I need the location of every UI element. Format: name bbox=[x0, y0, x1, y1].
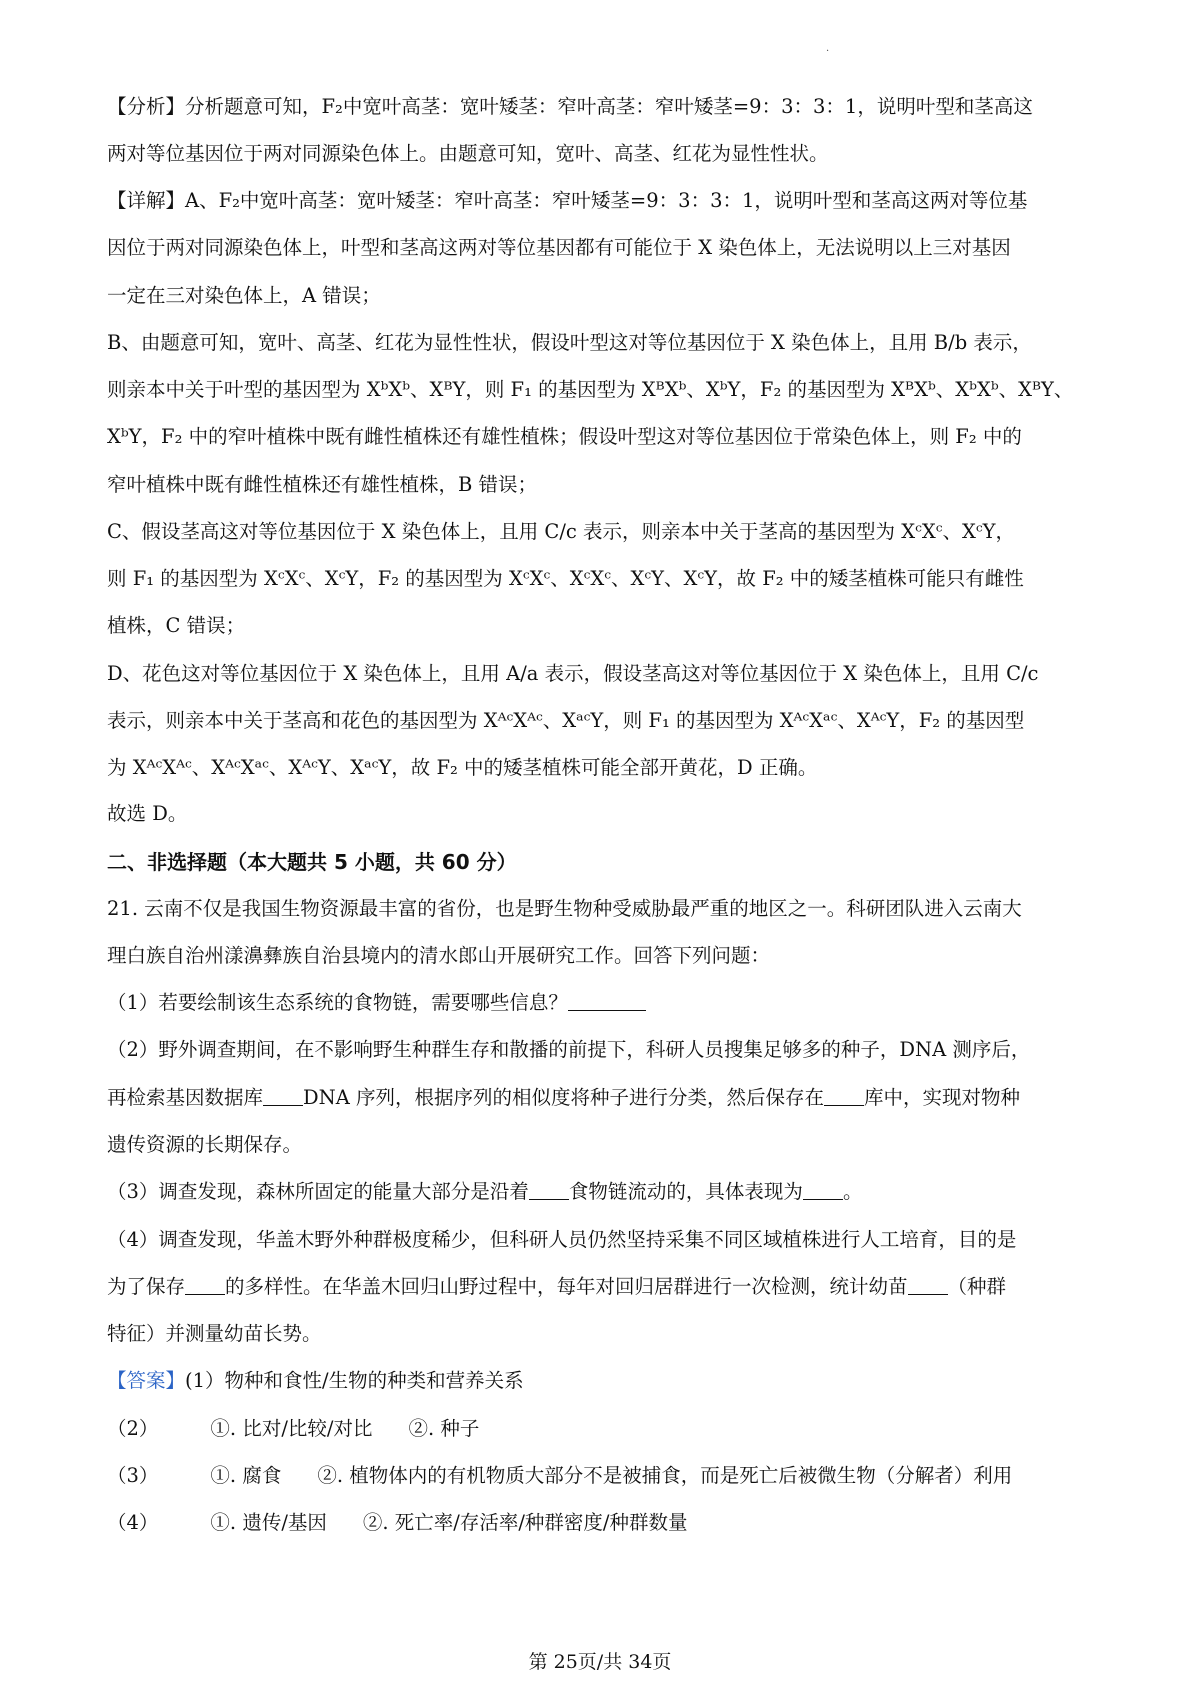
q21-part-2-text-c: 库中，实现对物种 bbox=[864, 1086, 1021, 1109]
q21-stem-line-2: 理白族自治州漾濞彝族自治县境内的清水郎山开展研究工作。回答下列问题： bbox=[107, 944, 771, 967]
detail-b-line-4: 窄叶植株中既有雌性植株还有雄性植株，B 错误； bbox=[107, 473, 538, 496]
detail-d-line-1: D、花色这对等位基因位于 X 染色体上，且用 A/a 表示，假设茎高这对等位基因位于 X 染色体上，且用 C/c bbox=[107, 662, 1039, 685]
q21-stem-line-1: 21. 云南不仅是我国生物资源最丰富的省份，也是野生物种受威胁最严重的地区之一。科研团队进入云南大 bbox=[107, 897, 1022, 920]
answer-3-number: （3） bbox=[107, 1464, 159, 1487]
q21-part-4-text-a: 为了保存 bbox=[107, 1275, 186, 1298]
detail-a-line-3: 一定在三对染色体上，A 错误； bbox=[107, 284, 381, 307]
answer-blank bbox=[568, 990, 646, 1011]
page-footer: 第 25页/共 34页 bbox=[528, 1651, 672, 1673]
answer-4-part-1: ①. 遗传/基因 bbox=[210, 1511, 327, 1534]
answer-3-part-2: ②. 植物体内的有机物质大部分不是被捕食，而是死亡后被微生物（分解者）利用 bbox=[317, 1464, 1013, 1487]
section-heading: 二、非选择题（本大题共 5 小题，共 60 分） bbox=[107, 850, 517, 874]
q21-part-3-text-a: （3）调查发现，森林所固定的能量大部分是沿着 bbox=[107, 1180, 529, 1203]
answer-blank bbox=[908, 1274, 948, 1295]
answer-line-1 bbox=[107, 1366, 1107, 1396]
answer-blank bbox=[803, 1179, 843, 1200]
answer-blank bbox=[185, 1274, 225, 1295]
answer-line-4 bbox=[107, 1508, 1107, 1538]
detail-a-line-2: 因位于两对同源染色体上，叶型和茎高这两对等位基因都有可能位于 X 染色体上，无法说明以上三对基因 bbox=[107, 236, 1011, 259]
detail-b-line-3: XᵇY，F₂ 中的窄叶植株中既有雌性植株还有雄性植株；假设叶型这对等位基因位于常染色体上，则 F₂ 中的 bbox=[107, 425, 1022, 448]
detail-b-line-2: 则亲本中关于叶型的基因型为 XᵇXᵇ、XᴮY，则 F₁ 的基因型为 XᴮXᵇ、XᵇY，F₂ 的基因型为 XᴮXᵇ、XᵇXᵇ、XᴮY、 bbox=[107, 378, 1074, 401]
q21-part-3-text-b: 食物链流动的，具体表现为 bbox=[568, 1180, 803, 1203]
answer-4-part-2: ②. 死亡率/存活率/种群密度/种群数量 bbox=[362, 1511, 688, 1534]
answer-blank bbox=[529, 1179, 569, 1200]
answer-1: (1）物种和食性/生物的种类和营养关系 bbox=[185, 1369, 524, 1392]
analysis-line-1: 【分析】分析题意可知，F₂中宽叶高茎：宽叶矮茎：窄叶高茎：窄叶矮茎=9：3：3：1，说明叶型和茎高这 bbox=[107, 95, 1033, 118]
answer-line-3 bbox=[107, 1461, 1107, 1491]
corner-mark: · bbox=[826, 46, 830, 57]
q21-part-1 bbox=[107, 988, 1107, 1018]
detail-c-line-2: 则 F₁ 的基因型为 XᶜXᶜ、XᶜY，F₂ 的基因型为 XᶜXᶜ、XᶜXᶜ、XᶜY、XᶜY，故 F₂ 中的矮茎植株可能只有雌性 bbox=[107, 567, 1024, 590]
q21-part-4-line-2 bbox=[107, 1272, 1107, 1302]
answer-blank bbox=[263, 1085, 303, 1106]
q21-part-3 bbox=[107, 1177, 1107, 1207]
q21-part-2-line-3: 遗传资源的长期保存。 bbox=[107, 1133, 303, 1156]
detail-c-line-3: 植株，C 错误； bbox=[107, 614, 246, 637]
q21-part-3-text-c: 。 bbox=[842, 1180, 863, 1203]
answer-blank bbox=[824, 1085, 864, 1106]
q21-part-1-text: （1）若要绘制该生态系统的食物链，需要哪些信息？ bbox=[107, 991, 568, 1014]
detail-a-line-1: 【详解】A、F₂中宽叶高茎：宽叶矮茎：窄叶高茎：窄叶矮茎=9：3：3：1，说明叶型和茎高这两对等位基 bbox=[107, 189, 1028, 212]
q21-part-4-text-c: （种群 bbox=[947, 1275, 1007, 1298]
answer-2-number: （2） bbox=[107, 1417, 159, 1440]
answer-2-part-1: ①. 比对/比较/对比 bbox=[210, 1417, 373, 1440]
q21-part-2-text-a: 再检索基因数据库 bbox=[107, 1086, 264, 1109]
answer-line-2 bbox=[107, 1414, 1107, 1444]
q21-part-2-line-2 bbox=[107, 1083, 1107, 1113]
detail-b-line-1: B、由题意可知，宽叶、高茎、红花为显性性状，假设叶型这对等位基因位于 X 染色体上，且用 B/b 表示， bbox=[107, 331, 1032, 354]
detail-conclusion: 故选 D。 bbox=[107, 802, 188, 825]
q21-part-2-text-b: DNA 序列，根据序列的相似度将种子进行分类，然后保存在 bbox=[303, 1086, 824, 1109]
q21-part-4-line-1: （4）调查发现，华盖木野外种群极度稀少，但科研人员仍然坚持采集不同区域植株进行人工培育，目的是 bbox=[107, 1228, 1017, 1251]
detail-d-line-3: 为 XᴬᶜXᴬᶜ、XᴬᶜXᵃᶜ、XᴬᶜY、XᵃᶜY，故 F₂ 中的矮茎植株可能全部开黄花，D 正确。 bbox=[107, 756, 818, 779]
detail-c-line-1: C、假设茎高这对等位基因位于 X 染色体上，且用 C/c 表示，则亲本中关于茎高的基因型为 XᶜXᶜ、XᶜY， bbox=[107, 520, 1015, 543]
detail-d-line-2: 表示，则亲本中关于茎高和花色的基因型为 XᴬᶜXᴬᶜ、XᵃᶜY，则 F₁ 的基因型为 XᴬᶜXᵃᶜ、XᴬᶜY，F₂ 的基因型 bbox=[107, 709, 1025, 732]
answer-label: 【答案】 bbox=[107, 1369, 186, 1392]
q21-part-4-text-b: 的多样性。在华盖木回归山野过程中，每年对回归居群进行一次检测，统计幼苗 bbox=[225, 1275, 908, 1298]
answer-4-number: （4） bbox=[107, 1511, 159, 1534]
analysis-line-2: 两对等位基因位于两对同源染色体上。由题意可知，宽叶、高茎、红花为显性性状。 bbox=[107, 142, 829, 165]
q21-part-4-line-3: 特征）并测量幼苗长势。 bbox=[107, 1322, 322, 1345]
answer-3-part-1: ①. 腐食 bbox=[210, 1464, 282, 1487]
answer-2-part-2: ②. 种子 bbox=[408, 1417, 480, 1440]
q21-part-2-line-1: （2）野外调查期间，在不影响野生种群生存和散播的前提下，科研人员搜集足够多的种子，DNA 测序后， bbox=[107, 1038, 1031, 1061]
